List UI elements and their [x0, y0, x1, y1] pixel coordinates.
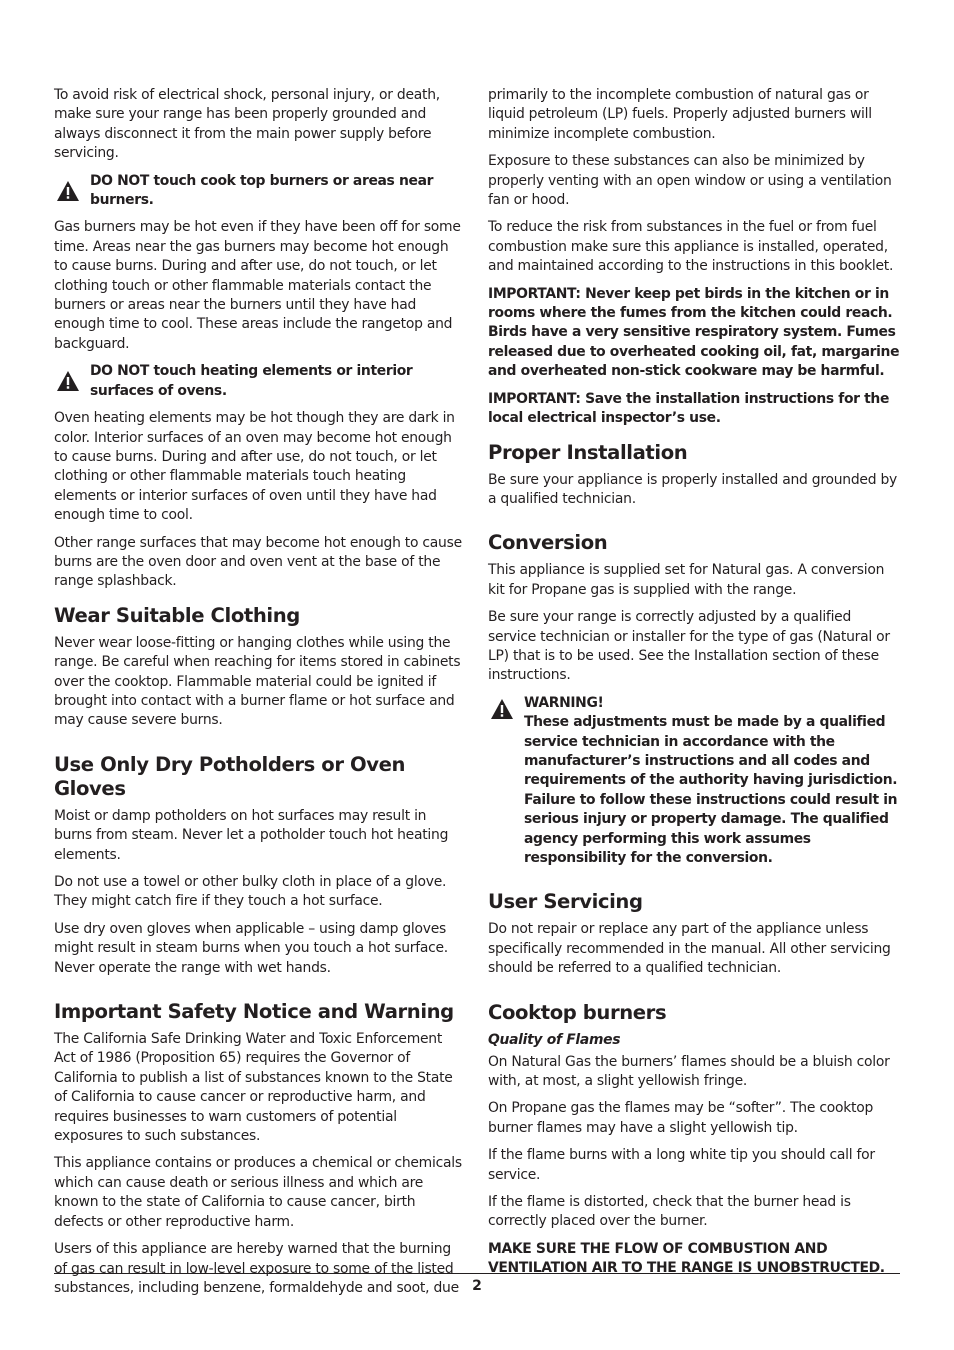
conversion-heading: Conversion: [488, 531, 608, 555]
important-text: Never keep pet birds in the kitchen or in rooms where the fumes from the kitchen could reach. Birds have a very sensitive respiratory system. Fumes released due to overheated cooking oil, fat, margarine and overheated non-stick cookware may be harmful.: [488, 285, 900, 380]
warning-text: These adjustments must be made by a qualified service technician in accordance with the manufacturer’s instructions and all codes and requirements of the authority having jurisdiction. Failure to follow these instructions could result in serious injury or property damage. The qualified agency performing this work assumes responsibility for the conversion.: [524, 714, 898, 866]
potholders-paragraph-3: Use dry oven gloves when applicable – using damp gloves might result in steam burns when you touch a hot surface. Never operate the range with wet hands.: [54, 920, 448, 976]
safety-notice-heading: Important Safety Notice and Warning: [54, 1000, 454, 1024]
other-surfaces-paragraph: Other range surfaces that may become hot enough to cause burns are the oven door and oven vent at the base of the range splashback.: [54, 534, 462, 590]
servicing-paragraph: Do not repair or replace any part of the appliance unless specifically recommended in the manual. All other servicing should be referred to a qualified technician.: [488, 921, 891, 977]
clothing-heading: Wear Suitable Clothing: [54, 603, 300, 627]
important-save-note: [488, 390, 902, 429]
left-column: [54, 86, 466, 1306]
potholders-heading: Use Only Dry Potholders or Oven Gloves: [54, 752, 406, 800]
potholders-paragraph-2: Do not use a towel or other bulky cloth in place of a glove. They might catch fire if they touch a hot surface.: [54, 874, 447, 910]
footer-rule: [54, 1273, 900, 1274]
conversion-paragraph-2: Be sure your range is correctly adjusted by a qualified service technician or installer for the type of gas (Natural or LP) that is to be used. See the Installation section of these instructions.: [488, 609, 890, 684]
important-birds-note: [488, 285, 902, 382]
warning-text: DO NOT touch cook top burners or areas near burners.: [90, 172, 434, 209]
cooktop-heading: Cooktop burners: [488, 1000, 667, 1024]
warning-title: WARNING!: [524, 694, 604, 711]
warning-text: DO NOT touch heating elements or interior surfaces of ovens.: [90, 363, 413, 399]
safety-notice-paragraph-3: Users of this appliance are hereby warned that the burning of gas can result in low-level exposure to some of the listed substances, including benzene, formaldehyde and soot, due: [54, 1241, 459, 1296]
potholders-paragraph-1: Moist or damp potholders on hot surfaces may result in burns from steam. Never let a potholder touch hot heating elements.: [54, 807, 449, 863]
page-number: 2: [472, 1278, 482, 1294]
burners-paragraph: Gas burners may be hot even if they have been off for some time. Areas near the gas burners may become hot enough to cause burns. During and after use, do not touch, or let clothing touch or other flammable materials contact the burners or areas near the burners until they have had enough time to cool. These areas include the rangetop and backguard.: [54, 219, 461, 352]
flames-subheading: Quality of Flames: [488, 1031, 621, 1048]
continued-paragraph: primarily to the incomplete combustion of natural gas or liquid petroleum (LP) fuels. Properly adjusted burners will minimize incomplete combustion.: [488, 87, 872, 142]
flames-paragraph-1: On Natural Gas the burners’ flames should be a bluish color with, at most, a slight yellowish fringe.: [488, 1053, 890, 1090]
clothing-paragraph: Never wear loose-fitting or hanging clothes while using the range. Be careful when reaching for items stored in cabinets over the cooktop. Flammable material could be ignited if brought into contact with a burner flame or hot surface and may cause severe burns.: [54, 634, 461, 729]
safety-notice-paragraph-1: The California Safe Drinking Water and Toxic Enforcement Act of 1986 (Proposition 65) requires the Governor of California to publish a list of substances known to the State of California to cause cancer or reproductive harm, and requires businesses to warn customers of potential exposures to such substances.: [54, 1031, 453, 1145]
oven-paragraph: Oven heating elements may be hot though they are dark in color. Interior surfaces of an oven may become hot enough to cause burns. During and after use, do not touch, or let clothing or other flammable materials touch heating elements or interior surfaces of oven until they have had enough time to cool.: [54, 410, 455, 524]
right-column: [488, 86, 902, 1287]
reduce-risk-paragraph: To reduce the risk from substances in the fuel or from fuel combustion make sure this appliance is installed, operated, and maintained according to the instructions in this booklet.: [488, 219, 894, 275]
warning-cooktop-burners: [54, 172, 466, 211]
flames-paragraph-3: If the flame burns with a long white tip you should call for service.: [488, 1147, 875, 1183]
warning-heating-elements: [54, 362, 466, 401]
warning-triangle-icon: [490, 698, 514, 720]
installation-paragraph: Be sure your appliance is properly installed and grounded by a qualified technician.: [488, 471, 897, 507]
airflow-notice: MAKE SURE THE FLOW OF COMBUSTION AND VENTILATION AIR TO THE RANGE IS UNOBSTRUCTED.: [488, 1240, 885, 1277]
servicing-heading: User Servicing: [488, 890, 643, 914]
important-label: IMPORTANT:: [488, 390, 581, 407]
warning-conversion: [488, 694, 902, 869]
exposure-paragraph: Exposure to these substances can also be minimized by properly venting with an open window or using a ventilation fan or hood.: [488, 153, 892, 209]
important-text: Save the installation instructions for the local electrical inspector’s use.: [488, 390, 890, 427]
flames-paragraph-4: If the flame is distorted, check that the burner head is correctly placed over the burner.: [488, 1194, 851, 1230]
conversion-paragraph-1: This appliance is supplied set for Natural gas. A conversion kit for Propane gas is supplied with the range.: [488, 562, 885, 598]
intro-paragraph: To avoid risk of electrical shock, personal injury, or death, make sure your range has been properly grounded and always disconnect it from the main power supply before servicing.: [54, 87, 440, 162]
flames-paragraph-2: On Propane gas the flames may be “softer”. The cooktop burner flames may have a slight yellowish tip.: [488, 1100, 874, 1136]
warning-triangle-icon: [56, 180, 80, 202]
warning-triangle-icon: [56, 370, 80, 392]
installation-heading: Proper Installation: [488, 440, 688, 464]
important-label: IMPORTANT:: [488, 285, 581, 302]
safety-notice-paragraph-2: This appliance contains or produces a chemical or chemicals which can cause death or serious illness and which are known to the state of California to cause cancer, birth defects or other reproductive harm.: [54, 1155, 462, 1230]
